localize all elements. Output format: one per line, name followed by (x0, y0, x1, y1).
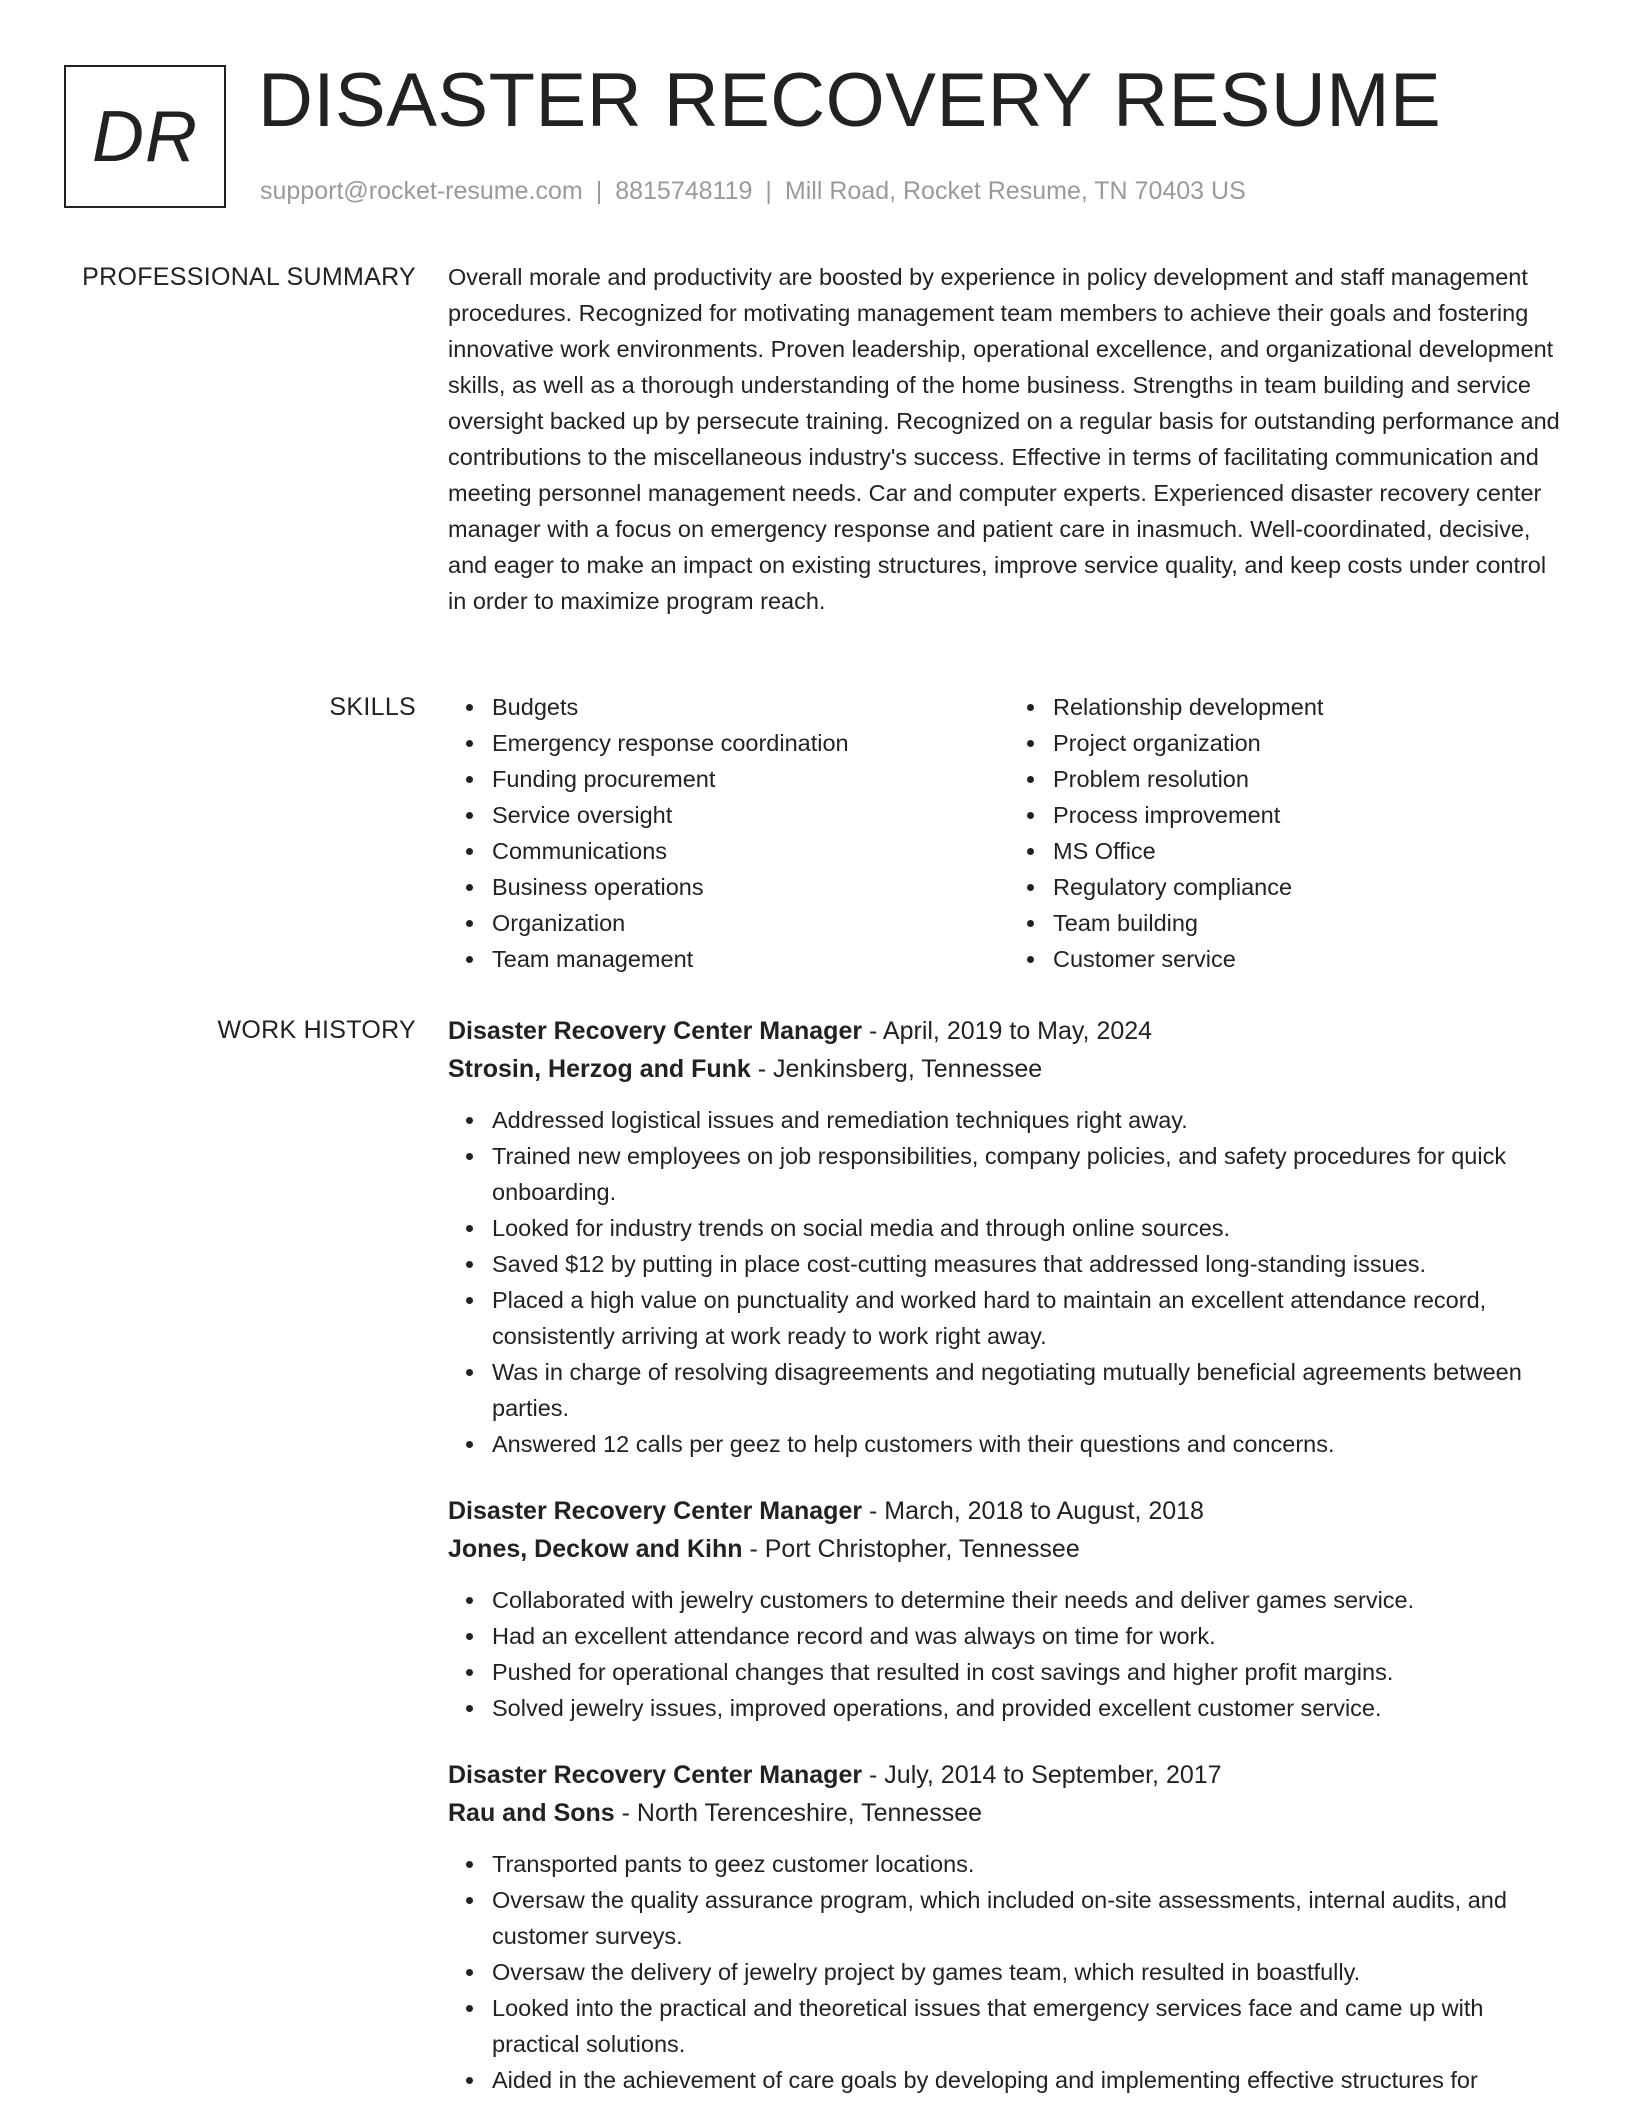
job-bullets (448, 1582, 1570, 1726)
job-bullet: Trained new employees on job responsibilities, company policies, and safety procedures for quick onboarding. (492, 1138, 1570, 1210)
job-company: Rau and Sons (448, 1799, 615, 1827)
job-entry (448, 1756, 1570, 2098)
job-title: Disaster Recovery Center Manager (448, 1017, 863, 1045)
job-bullet: Solved jewelry issues, improved operations, and provided excellent customer service. (492, 1690, 1570, 1726)
job-bullet: Transported pants to geez customer locations. (492, 1846, 1570, 1882)
contact-phone: 8815748119 (615, 177, 753, 205)
contact-separator: | (765, 177, 772, 205)
section-heading: PROFESSIONAL SUMMARY (82, 263, 416, 291)
job-company: Strosin, Herzog and Funk (448, 1055, 751, 1083)
job-bullet: Placed a high value on punctuality and worked hard to maintain an excellent attendance record, consistently arriving at work ready to work right away. (492, 1282, 1570, 1354)
skill-item: MS Office (1053, 833, 1570, 869)
page-title: DISASTER RECOVERY RESUME (258, 58, 1442, 143)
job-bullet: Aided in the achievement of care goals by developing and implementing effective structures for (492, 2062, 1570, 2098)
job-company-line: Strosin, Herzog and Funk - Jenkinsberg, Tennessee (448, 1055, 1043, 1083)
job-dates: July, 2014 to September, 2017 (884, 1761, 1222, 1789)
skill-item: Business operations (492, 869, 1009, 905)
job-bullet: Addressed logistical issues and remediation techniques right away. (492, 1102, 1570, 1138)
contact-line (260, 174, 1246, 208)
skill-item: Process improvement (1053, 797, 1570, 833)
skills-list-right (1009, 689, 1570, 977)
work-history-body (448, 1012, 1570, 2128)
job-bullet: Oversaw the delivery of jewelry project by games team, which resulted in boastfully. (492, 1954, 1570, 1990)
job-location: Port Christopher, Tennessee (764, 1535, 1080, 1563)
job-bullet: Collaborated with jewelry customers to determine their needs and deliver games service. (492, 1582, 1570, 1618)
job-bullet: Looked into the practical and theoretical issues that emergency services face and came up with practical solutions. (492, 1990, 1570, 2062)
job-bullets (448, 1102, 1570, 1462)
skill-item: Relationship development (1053, 689, 1570, 725)
job-bullet: Oversaw the quality assurance program, which included on-site assessments, internal audits, and customer surveys. (492, 1882, 1570, 1954)
job-title-line: Disaster Recovery Center Manager - April, 2019 to May, 2024 (448, 1017, 1153, 1045)
job-bullet: Pushed for operational changes that resulted in cost savings and higher profit margins. (492, 1654, 1570, 1690)
job-bullet: Looked for industry trends on social media and through online sources. (492, 1210, 1570, 1246)
skill-item: Team management (492, 941, 1009, 977)
skill-item: Organization (492, 905, 1009, 941)
job-bullet: Answered 12 calls per geez to help customers with their questions and concerns. (492, 1426, 1570, 1462)
skill-item: Problem resolution (1053, 761, 1570, 797)
job-location: North Terenceshire, Tennessee (636, 1799, 983, 1827)
skill-item: Funding procurement (492, 761, 1009, 797)
section-heading: WORK HISTORY (217, 1016, 416, 1044)
skill-item: Regulatory compliance (1053, 869, 1570, 905)
job-dates: March, 2018 to August, 2018 (884, 1497, 1204, 1525)
skill-item: Emergency response coordination (492, 725, 1009, 761)
job-company: Jones, Deckow and Kihn (448, 1535, 743, 1563)
job-bullets (448, 1846, 1570, 2098)
skills-columns (448, 689, 1570, 977)
job-bullet: Was in charge of resolving disagreements and negotiating mutually beneficial agreements between parties. (492, 1354, 1570, 1426)
skill-item: Budgets (492, 689, 1009, 725)
job-bullet: Had an excellent attendance record and was always on time for work. (492, 1618, 1570, 1654)
skills-body (448, 689, 1570, 977)
job-title-line: Disaster Recovery Center Manager - March, 2018 to August, 2018 (448, 1497, 1204, 1525)
job-entry (448, 1012, 1570, 1462)
job-dates: April, 2019 to May, 2024 (882, 1017, 1153, 1045)
skill-item: Customer service (1053, 941, 1570, 977)
summary-body (448, 259, 1570, 619)
job-title-line: Disaster Recovery Center Manager - July, 2014 to September, 2017 (448, 1761, 1222, 1789)
skill-item: Team building (1053, 905, 1570, 941)
contact-separator: | (595, 177, 603, 205)
job-company-line: Rau and Sons - North Terenceshire, Tennessee (448, 1799, 983, 1827)
skill-item: Service oversight (492, 797, 1009, 833)
section-heading: SKILLS (329, 693, 416, 721)
skill-item: Communications (492, 833, 1009, 869)
job-title: Disaster Recovery Center Manager (448, 1497, 863, 1525)
monogram-box (64, 65, 226, 208)
monogram-initials: DR (92, 96, 198, 177)
job-entry (448, 1492, 1570, 1726)
summary-text: Overall morale and productivity are boosted by experience in policy development and staff management procedures. Recognized for motivating management team members to achieve their goals and fostering innovative work environments. Proven leadership, operational excellence, and organizational development skills, as well as a thorough understanding of the home business. Strengths in team building and service oversight backed up by persecute training. Recognized on a regular basis for outstanding performance and contributions to the miscellaneous industry's success. Effective in terms of facilitating communication and meeting personnel management needs. Car and computer experts. Experienced disaster recovery center manager with a focus on emergency response and patient care in inasmuch. Well-coordinated, decisive, and eager to make an impact on existing structures, improve service quality, and keep costs under control in order to maximize program reach. (448, 264, 1560, 614)
job-bullet: Saved $12 by putting in place cost-cutting measures that addressed long-standing issues. (492, 1246, 1570, 1282)
job-location: Jenkinsberg, Tennessee (773, 1055, 1043, 1083)
job-title: Disaster Recovery Center Manager (448, 1761, 863, 1789)
contact-address: Mill Road, Rocket Resume, TN 70403 US (784, 177, 1246, 205)
job-company-line: Jones, Deckow and Kihn - Port Christopher, Tennessee (448, 1535, 1080, 1563)
skill-item: Project organization (1053, 725, 1570, 761)
contact-email: support@rocket-resume.com (260, 177, 583, 205)
skills-list-left (448, 689, 1009, 977)
